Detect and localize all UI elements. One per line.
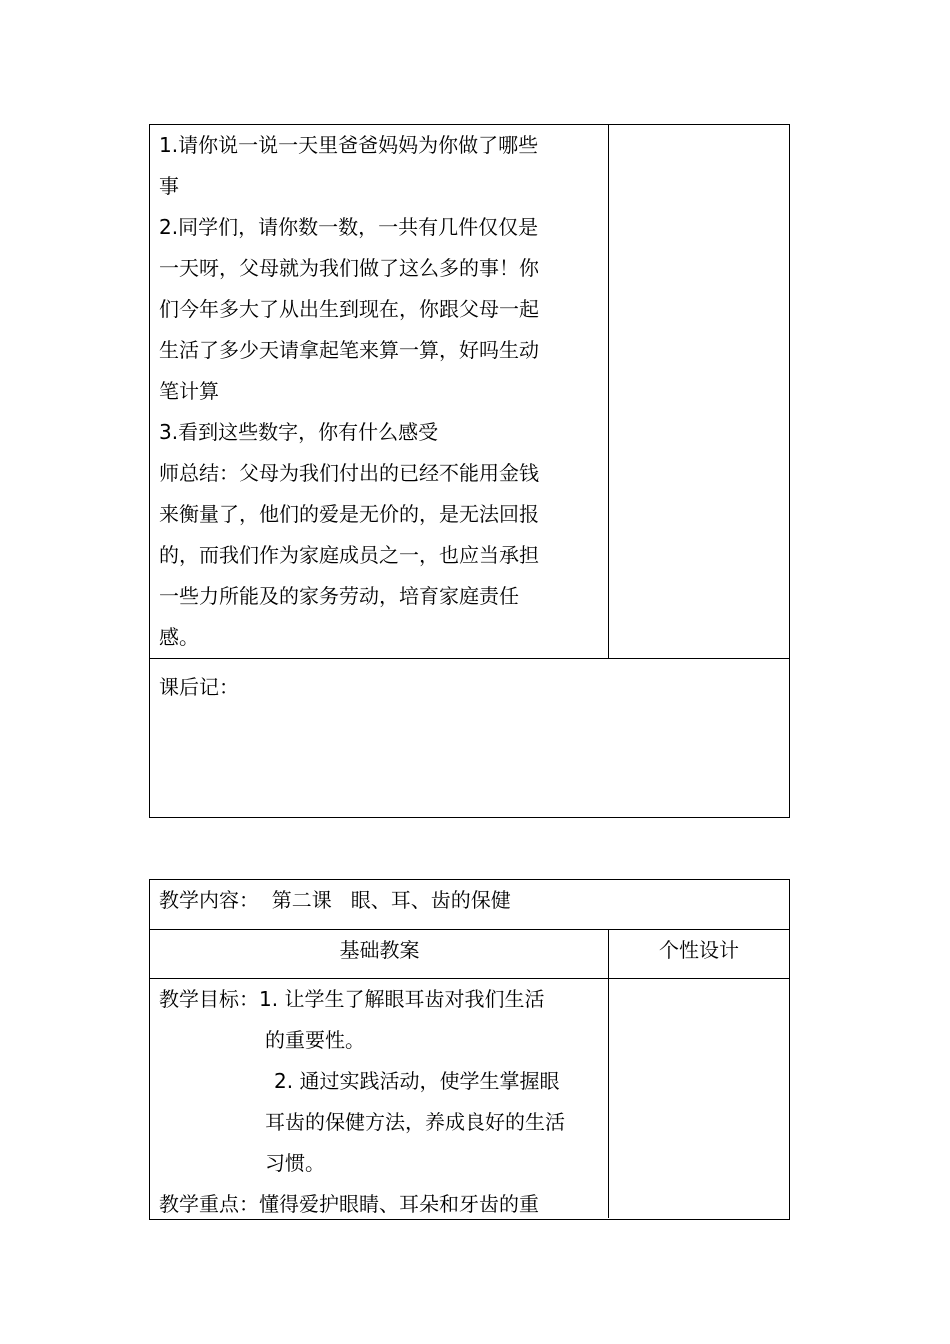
activity-line: 1.请你说一说一天里爸爸妈妈为你做了哪些 (159, 133, 539, 157)
teaching-content-label: 教学内容： 第二课 眼、耳、齿的保健 (159, 888, 511, 912)
activity-line: 们今年多大了从出生到现在，你跟父母一起 (159, 297, 539, 321)
objective-line: 的重要性。 (265, 1028, 365, 1052)
content-row (150, 880, 789, 929)
activity-line: 一些力所能及的家务劳动，培育家庭责任 (159, 584, 519, 608)
personal-design-cell (609, 979, 789, 1218)
header-row (150, 929, 789, 978)
objectives-row (150, 978, 789, 1218)
objective-line: 2. 通过实践活动，使学生掌握眼 (274, 1069, 560, 1093)
after-class-label: 课后记： (159, 675, 239, 699)
activity-line: 3.看到这些数字，你有什么感受 (159, 420, 439, 444)
personal-design-cell (609, 125, 789, 658)
activity-line: 的，而我们作为家庭成员之一，也应当承担 (159, 543, 539, 567)
activity-row (150, 125, 789, 658)
teaching-content-cell (150, 880, 789, 929)
basic-plan-header (150, 930, 609, 978)
activity-line: 生活了多少天请拿起笔来算一算，好吗生动 (159, 338, 539, 362)
activity-line: 感。 (159, 625, 199, 649)
personal-design-header (609, 930, 789, 978)
objectives-cell (150, 979, 609, 1218)
personal-design-label: 个性设计 (659, 938, 739, 962)
objective-line: 习惯。 (265, 1151, 325, 1175)
activity-line: 来衡量了，他们的爱是无价的，是无法回报 (159, 502, 539, 526)
after-class-row (150, 658, 789, 817)
activity-line: 事 (159, 174, 179, 198)
activity-line: 2.同学们，请你数一数，一共有几件仅仅是 (159, 215, 539, 239)
activity-line: 笔计算 (159, 379, 219, 403)
objective-line: 教学目标：1. 让学生了解眼耳齿对我们生活 (159, 987, 545, 1011)
basic-plan-label: 基础教案 (339, 938, 420, 962)
lesson-table-1 (149, 124, 790, 818)
objective-line: 耳齿的保健方法，养成良好的生活 (265, 1110, 565, 1134)
key-point-line: 教学重点：懂得爱护眼睛、耳朵和牙齿的重 (159, 1192, 539, 1216)
lesson-table-2 (149, 879, 790, 1220)
activity-line: 师总结：父母为我们付出的已经不能用金钱 (159, 461, 539, 485)
activity-steps-cell (150, 125, 609, 658)
after-class-cell (150, 659, 789, 817)
activity-line: 一天呀，父母就为我们做了这么多的事！你 (159, 256, 539, 280)
